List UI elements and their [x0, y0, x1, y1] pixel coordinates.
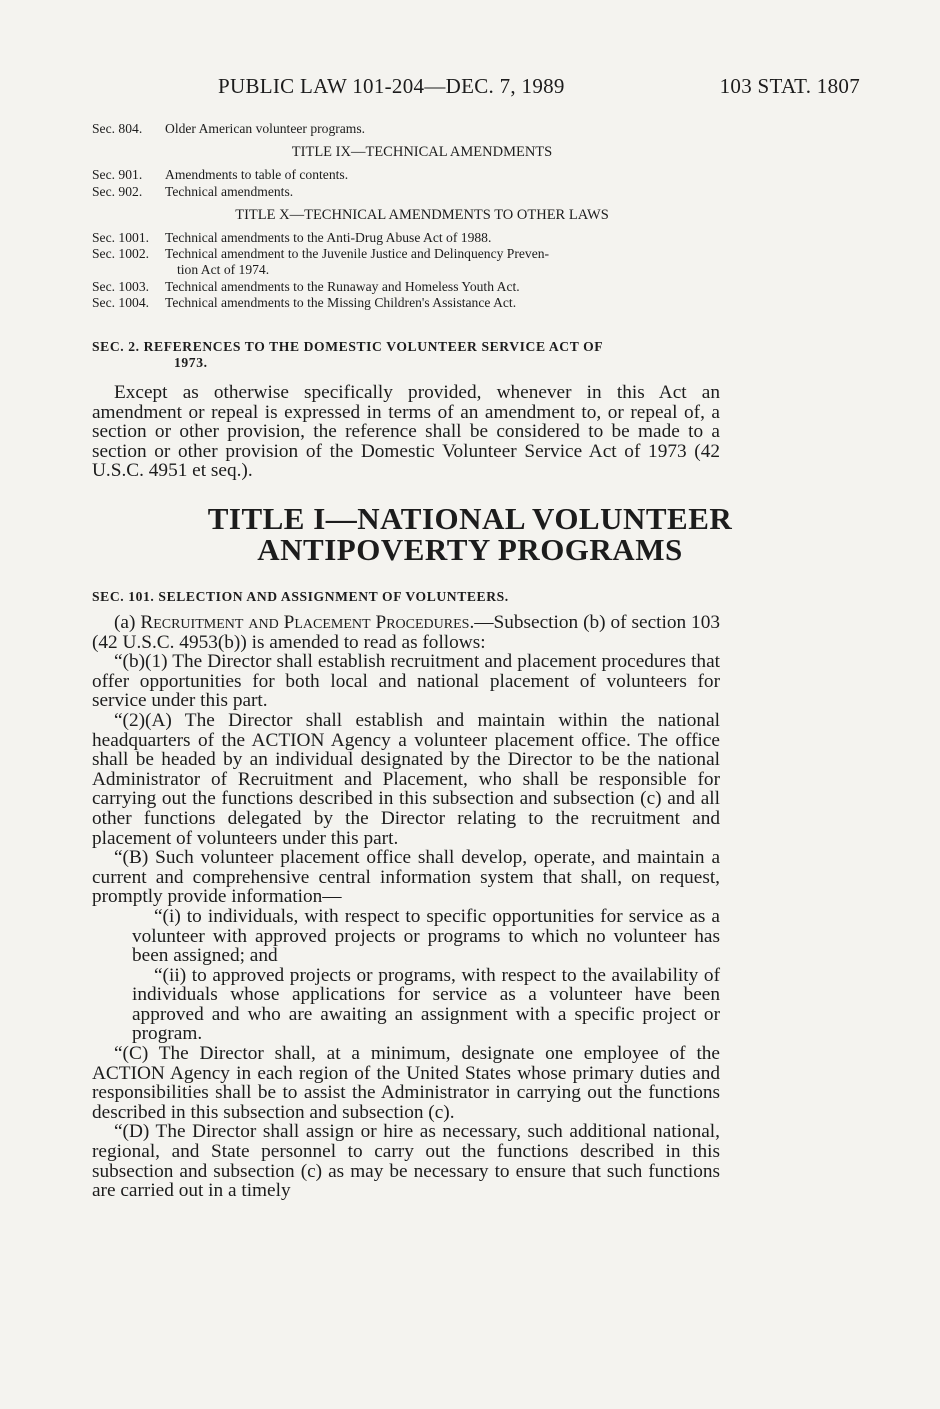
subsection-text: —Subsection (b) of section 103 (42 U.S.C. 4953(b)) is amended to read as follows:	[92, 612, 720, 653]
toc-entry	[92, 184, 724, 200]
toc-title-line: tion Act of 1974.	[177, 262, 270, 278]
header-title: PUBLIC LAW 101-204—DEC. 7, 1989	[218, 74, 565, 98]
title-line: TITLE I—NATIONAL VOLUNTEER	[207, 501, 733, 536]
toc-section-number: Sec. 1003.	[92, 278, 150, 294]
paragraph-B: “(B) Such volunteer placement office shall develop, operate, and maintain a current and comprehensive central information system that shall, on request, promptly provide information—	[92, 847, 720, 908]
toc-entry	[92, 121, 724, 137]
toc-section-number: Sec. 901.	[92, 167, 143, 183]
toc-title-line: Technical amendment to the Juvenile Justice and Delinquency Preven-	[165, 246, 550, 262]
paragraph: Except as otherwise specifically provided, whenever in this Act an amendment or repeal is expressed in terms of an amendment to, or repeal of, a section or other provision, the reference shall be considered to be made to a section or other provision of the Domestic Volunteer Service Act of 1973 (42 U.S.C. 4951 et seq.).	[92, 382, 720, 482]
paragraph-D: “(D) The Director shall assign or hire as necessary, such additional national, regional, and State personnel to carry out the functions described in this subsection and subsection (c) as may be necessary to ensure that such functions are carried out in a timely	[92, 1121, 720, 1202]
toc-section-title: Technical amendments.	[165, 183, 294, 199]
section-101-heading: SEC. 101. SELECTION AND ASSIGNMENT OF VOLUNTEERS.	[92, 589, 509, 604]
section-2-heading	[92, 339, 724, 371]
paragraph-a	[92, 613, 720, 652]
page-header	[0, 74, 940, 104]
toc-section-number: Sec. 1002.	[92, 246, 150, 262]
toc-section-title	[165, 246, 724, 278]
toc-section-title: Amendments to table of contents.	[165, 167, 349, 183]
toc-entry	[92, 167, 724, 183]
toc-section-title: Technical amendments to the Anti-Drug Abuse Act of 1988.	[165, 230, 492, 246]
toc-entry	[92, 230, 724, 246]
toc-section-title: Technical amendments to the Missing Children's Assistance Act.	[165, 294, 517, 310]
toc-section-title: Technical amendments to the Runaway and Homeless Youth Act.	[165, 278, 520, 294]
toc-entry	[92, 279, 724, 295]
clause-group	[92, 907, 720, 1044]
table-of-contents	[92, 121, 724, 311]
toc-section-number: Sec. 804.	[92, 121, 143, 136]
title-1-heading	[0, 503, 940, 565]
subsection-caption: Recruitment and Placement Procedures.	[140, 612, 475, 633]
toc-section-number: Sec. 1001.	[92, 230, 150, 246]
toc-title-heading: TITLE IX—TECHNICAL AMENDMENTS	[291, 144, 553, 161]
section-2-body	[92, 383, 720, 481]
section-heading-line: 1973.	[174, 355, 208, 370]
toc-title-heading: TITLE X—TECHNICAL AMENDMENTS TO OTHER LAWS	[235, 206, 609, 223]
clause-ii: “(ii) to approved projects or programs, with respect to the availability of individuals whose applications for service as a volunteer have been approved and who are awaiting an assignment with a specific project or program.	[132, 964, 720, 1045]
subsection-label: (a)	[114, 612, 141, 633]
header-stat-citation: 103 STAT. 1807	[719, 74, 860, 98]
paragraph-2A: “(2)(A) The Director shall establish and maintain within the national headquarters of the ACTION Agency a volunteer placement office. The office shall be headed by an individual designated by the Director to be the national Administrator of Recruitment and Placement, who shall be responsible for carrying out the functions described in this subsection and subsection (c) and all other functions delegated by the Director relating to the recruitment and placement of volunteers under this part.	[92, 709, 720, 849]
toc-section-number: Sec. 1004.	[92, 294, 150, 310]
toc-entry	[92, 246, 724, 278]
section-heading-line: SEC. 2. REFERENCES TO THE DOMESTIC VOLUNTEER SERVICE ACT OF	[92, 339, 604, 354]
clause-i: “(i) to individuals, with respect to specific opportunities for service as a volunteer with approved projects or programs to which no volunteer has been assigned; and	[132, 905, 720, 967]
paragraph-b1: “(b)(1) The Director shall establish recruitment and placement procedures that offer opportunities for both local and national placement of volunteers for service under this part.	[92, 651, 720, 712]
title-line: ANTIPOVERTY PROGRAMS	[257, 532, 683, 567]
toc-entry	[92, 295, 724, 311]
paragraph-C: “(C) The Director shall, at a minimum, designate one employee of the ACTION Agency in each region of the United States whose primary duties and responsibilities shall be to assist the Administrator in carrying out the functions described in this subsection and subsection (c).	[92, 1043, 720, 1123]
section-101-body	[92, 613, 720, 1201]
toc-section-title: Older American volunteer programs.	[165, 121, 366, 136]
toc-section-number: Sec. 902.	[92, 183, 143, 199]
